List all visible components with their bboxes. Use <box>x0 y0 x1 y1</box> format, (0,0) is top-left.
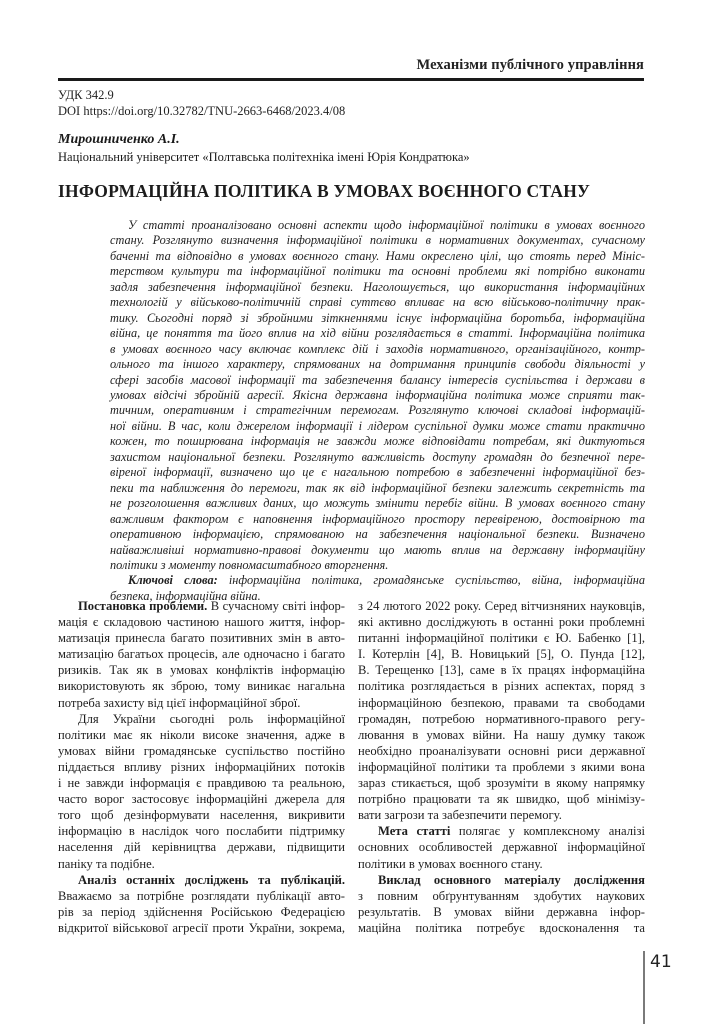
author-name: Мирошниченко А.І. <box>58 132 180 147</box>
body-line: В. Терещенко [13], саме в їх працях інформаційна <box>358 663 645 678</box>
body-line: вати загрози та забезпечити перемогу. <box>358 808 562 823</box>
section-heading-problem: Постановка проблеми. <box>78 599 208 613</box>
abstract-line: не розголошення важливих даних, що можуть змінити перебіг війни. В умовах воєнного стану <box>110 496 645 511</box>
body-line: матизацію багатьох процесів, але одночасно і багато <box>58 647 345 662</box>
abstract-line: в умовах воєнного часу включає комплекс дій і заходів нормативного, організаційного, контр- <box>110 341 645 356</box>
body-line: з повним обґрунтуванням здобутих наукових <box>358 888 645 903</box>
body-line: мація є складовою частиною нашого життя, інфор- <box>58 615 345 630</box>
abstract-line: тику. Сьогодні поряд зі збройними зіткненнями існує інформаційна боротьба, інформаційна <box>110 310 645 325</box>
body-line: того щоб дезінформувати населення, викривити <box>58 808 345 823</box>
abstract-line: політики з моменту повномасштабного вторгнення. <box>110 557 389 572</box>
abstract-line: сфері засобів масової інформації та забезпечення балансу інтересів суспільства і держави в <box>110 372 645 387</box>
body-text: В сучасному світі інфор- <box>207 599 345 613</box>
body-line: політика розглядається в різних аспектах, поряд з <box>358 679 645 694</box>
body-line <box>358 823 645 839</box>
abstract-line: оперативною інформацією, спрямованою на забезпечення національної безпеки. Визначено <box>110 527 645 542</box>
body-line: І. Котерлін [4], В. Новицький [5], О. Пунда [12], <box>358 647 645 662</box>
abstract-line: стану. Розглянуто визначення інформаційної політики в нормативних документах, сучасному <box>110 233 645 248</box>
body-line: потрібно працювати та як швидко, щоб мінімізу- <box>358 792 645 807</box>
body-line: і не завжди інформація є правдивою та реальною, <box>58 776 345 791</box>
body-line: Вважаємо за потрібне розглядати публікації авто- <box>58 888 345 903</box>
body-line: питанні інформаційної політики є Ю. Бабенко [1], <box>358 631 645 646</box>
running-head: Механізми публічного управління <box>416 57 644 73</box>
body-line: умовах війни громадянське суспільство постійно <box>58 743 345 758</box>
keywords-text: інформаційна політика, громадянське суспільство, війна, інформаційна <box>217 573 645 588</box>
abstract-line: кожен, то поширювана інформація не завжди може відповідати потребам, які диктуються <box>110 434 645 449</box>
body-line: матизація принесла багато позитивних змін в авто- <box>58 631 345 646</box>
body-line: основних особливостей державної інформаційної <box>358 840 645 855</box>
section-heading-analysis: Аналіз останніх досліджень та публікацій. <box>78 872 345 887</box>
article-meta <box>58 87 345 119</box>
body-line: рів за період здійснення Російською Федерацією <box>58 904 345 919</box>
body-line: відкритої військової агресії проти України, зокрема, <box>58 920 345 935</box>
body-line: результатів. В умовах війни державна інфор- <box>358 904 645 919</box>
body-line: потреба захисту від цієї інформаційної зброї. <box>58 695 301 710</box>
body-line: з 24 лютого 2022 року. Серед вітчизняних науковців, <box>358 599 645 613</box>
abstract-line: терством культури та інформаційної політики та основні проблеми які потрібно виконати <box>110 264 645 279</box>
abstract-line: умовах відсічі збройній агресії. Якісна державна інформаційна політика може сприяти так- <box>110 387 645 402</box>
body-line: інформаційної політики та проблеми з якими вона <box>358 759 645 774</box>
body-line: які активно досліджують в останні роки проблемні <box>358 615 645 630</box>
doi-link[interactable]: DOI https://doi.org/10.32782/TNU-2663-6468/2023.4/08 <box>58 104 346 118</box>
keywords-line: безпека, інформаційна війна. <box>110 588 261 603</box>
body-line: використовують як зброю, тому виникає нагальна <box>58 679 345 694</box>
body-line: лювання в умовах війни. На нашу думку також <box>358 727 645 742</box>
body-line: громадян, потребою нормативного-правого регу- <box>358 711 645 726</box>
left-column <box>58 598 345 936</box>
body-line: інформацію в наслідок чого послабити підтримку <box>58 824 345 839</box>
right-column <box>358 598 645 936</box>
body-line: зараз стикається, щоб зрозуміти в якому напрямку <box>358 776 645 791</box>
header-rule <box>58 78 644 81</box>
abstract-line: важливим фактором є наповнення інформаційного простору перевіреною, достовірною та <box>110 511 645 526</box>
body-line: Для України сьогодні роль інформаційної <box>78 711 345 726</box>
abstract <box>110 218 645 604</box>
page-number: 41 <box>650 952 672 972</box>
body-line: інформаційною безпекою, правами та свободами <box>358 695 645 710</box>
abstract-line: віреної інформації, визначено що це є нагальною потребою в забезпеченні інформаційної без- <box>110 465 645 480</box>
article-title: ІНФОРМАЦІЙНА ПОЛІТИКА В УМОВАХ ВОЄННОГО СТАНУ <box>58 181 591 201</box>
body-line: маційна політика потребує вдосконалення та <box>358 920 645 935</box>
udc-code: УДК 342.9 <box>58 88 114 102</box>
abstract-line: тичним, оперативним і стратегічним перемогам. Розглянуто ключові складові інформацій- <box>110 403 645 418</box>
body-line <box>58 598 345 614</box>
abstract-line: технологій у військово-політичній справі суттєво впливає на всю військово-політичну прак- <box>110 295 645 310</box>
abstract-line: війна, це поняття та його вплив на хід війни розглядається в статті. Інформаційна політика <box>110 326 645 341</box>
section-heading-main: Виклад основного матеріалу дослідження <box>378 872 645 887</box>
body-line <box>358 872 645 888</box>
abstract-line: пеки та наближення до перемоги, так як від інформаційної безпеки залежить секретність та <box>110 480 645 495</box>
body-line: політики має як ніколи високе значення, адже в <box>58 727 345 742</box>
body-text: полягає у комплексному аналізі <box>450 824 645 839</box>
body-line: паніку та подібне. <box>58 856 155 871</box>
abstract-line: задля забезпечення інформаційної безпеки. Наголошується, що використання інформаційних <box>110 279 645 294</box>
abstract-line: баченні та відповідно в умовах воєнного стану. Нами окреслено цілі, що стоять перед Мініс- <box>110 248 645 263</box>
abstract-line: У статті проаналізовано основні аспекти щодо інформаційної політики в умовах воєнного <box>128 218 645 232</box>
body-line: населення дій керівництва держави, підвищити <box>58 840 345 855</box>
abstract-line: захистом національної безпеки. Розглянуто важливість доступу громадян до безпечної пере- <box>110 449 645 464</box>
abstract-line: ольного та іншого характеру, спрямованих на дотримання принципів свободи діяльності у <box>110 357 645 372</box>
body-line: піддається впливу різних інформаційних потоків <box>58 759 345 774</box>
abstract-line: найважливіші нормативно-правові документи що мають вплив на державну інформаційну <box>110 542 645 557</box>
body-line <box>58 872 345 888</box>
keywords-line <box>110 573 645 588</box>
body-line: ризиків. Так як в умовах конфліктів інформацію <box>58 663 345 678</box>
folio-rule <box>643 951 645 1024</box>
body-line: необхідно проаналізувати основні риси державної <box>358 743 645 758</box>
section-heading-goal: Мета статті <box>378 824 451 839</box>
body-line: політики в умовах воєнного стану. <box>358 856 543 871</box>
abstract-line: ної війни. В час, коли джерелом інформації і лідером суспільної думки може стати практично <box>110 418 645 433</box>
body-line: часто ворог застосовує інформаційні джерела для <box>58 792 345 807</box>
author-affiliation: Національний університет «Полтавська політехніка імені Юрія Кондратюка» <box>58 150 470 164</box>
keywords-label: Ключові слова: <box>128 573 218 588</box>
